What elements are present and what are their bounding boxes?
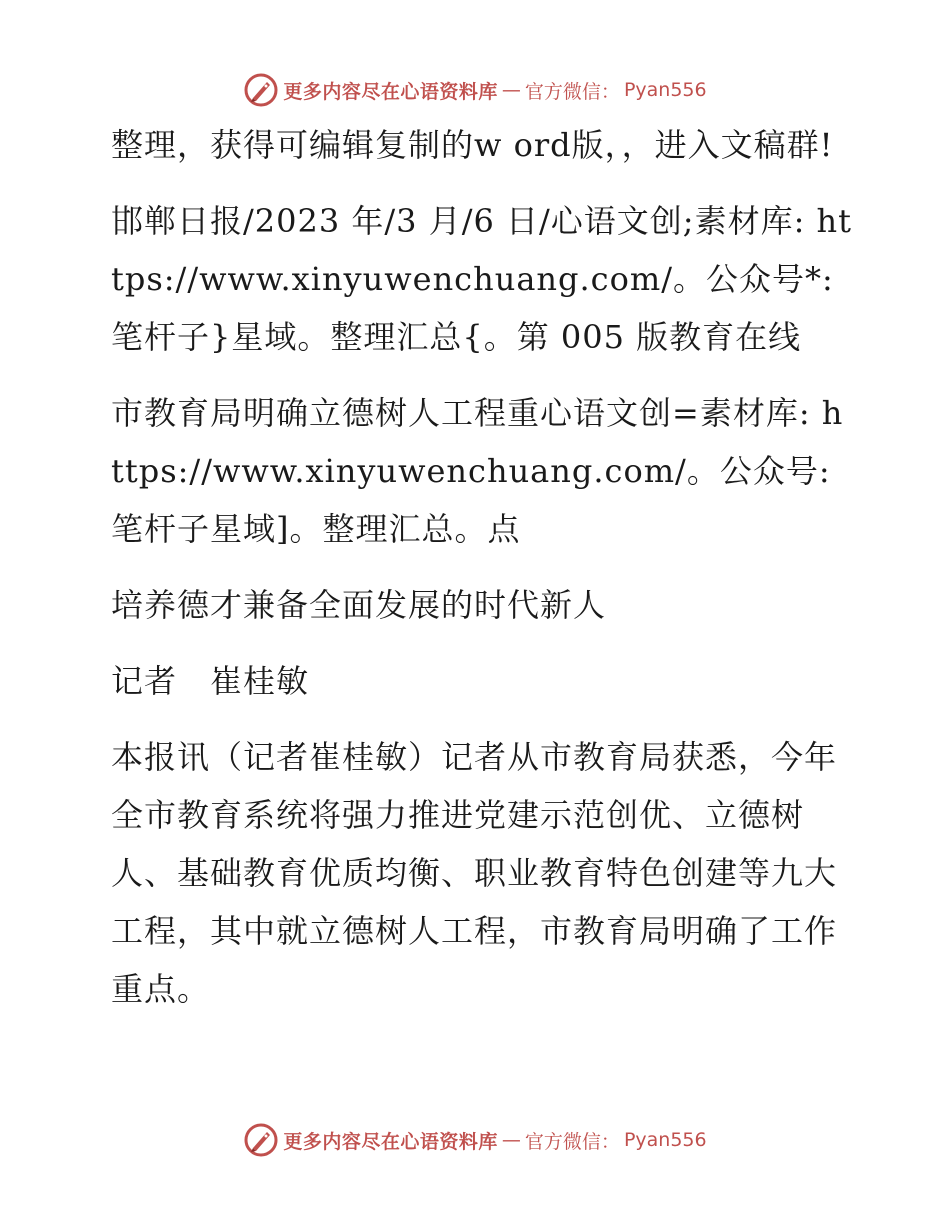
article-body: 本报讯（记者崔桂敏）记者从市教育局获悉，今年全市教育系统将强力推进党建示范创优、立德树人、基础教育优质均衡、职业教育特色创建等九大工程，其中就立德树人工程，市教育局明确了工作重点。 [111, 738, 838, 1008]
banner-content-bottom [243, 1122, 706, 1158]
top-banner [0, 70, 950, 110]
pen-nib-circle-icon [243, 72, 279, 108]
banner-dash: — [501, 79, 521, 101]
bottom-banner [0, 1120, 950, 1160]
paragraph-intro: 整理，获得可编辑复制的w ord版，，进入文稿群! [111, 126, 834, 164]
banner-wechat-id: Pyan556 [623, 79, 707, 101]
banner-title-bottom: 更多内容尽在心语资料库 [283, 1130, 498, 1153]
banner-title: 更多内容尽在心语资料库 [283, 80, 498, 103]
banner-wechat-label-bottom: 官方微信： [524, 1130, 620, 1153]
pen-nib-circle-icon [243, 1122, 279, 1158]
banner-dash-bottom: — [501, 1129, 521, 1151]
paragraph-source: 邯郸日报/2023 年/3 月/6 日/心语文创;素材库: https://www.xinyuwenchuang.com/。公众号*: 笔杆子}星域。整理汇总{。第 005 版教育在线 [111, 202, 853, 356]
banner-content [243, 72, 706, 108]
article-byline: 记者 崔桂敏 [111, 662, 310, 700]
paragraph-headline-ref: 市教育局明确立德树人工程重心语文创=素材库: https://www.xinyuwenchuang.com/。公众号: 笔杆子星域]。整理汇总。点 [111, 394, 844, 548]
document-body [97, 116, 857, 1036]
article-title: 培养德才兼备全面发展的时代新人 [111, 586, 607, 624]
banner-wechat-label: 官方微信： [524, 80, 620, 103]
banner-wechat-id-bottom: Pyan556 [623, 1129, 707, 1151]
